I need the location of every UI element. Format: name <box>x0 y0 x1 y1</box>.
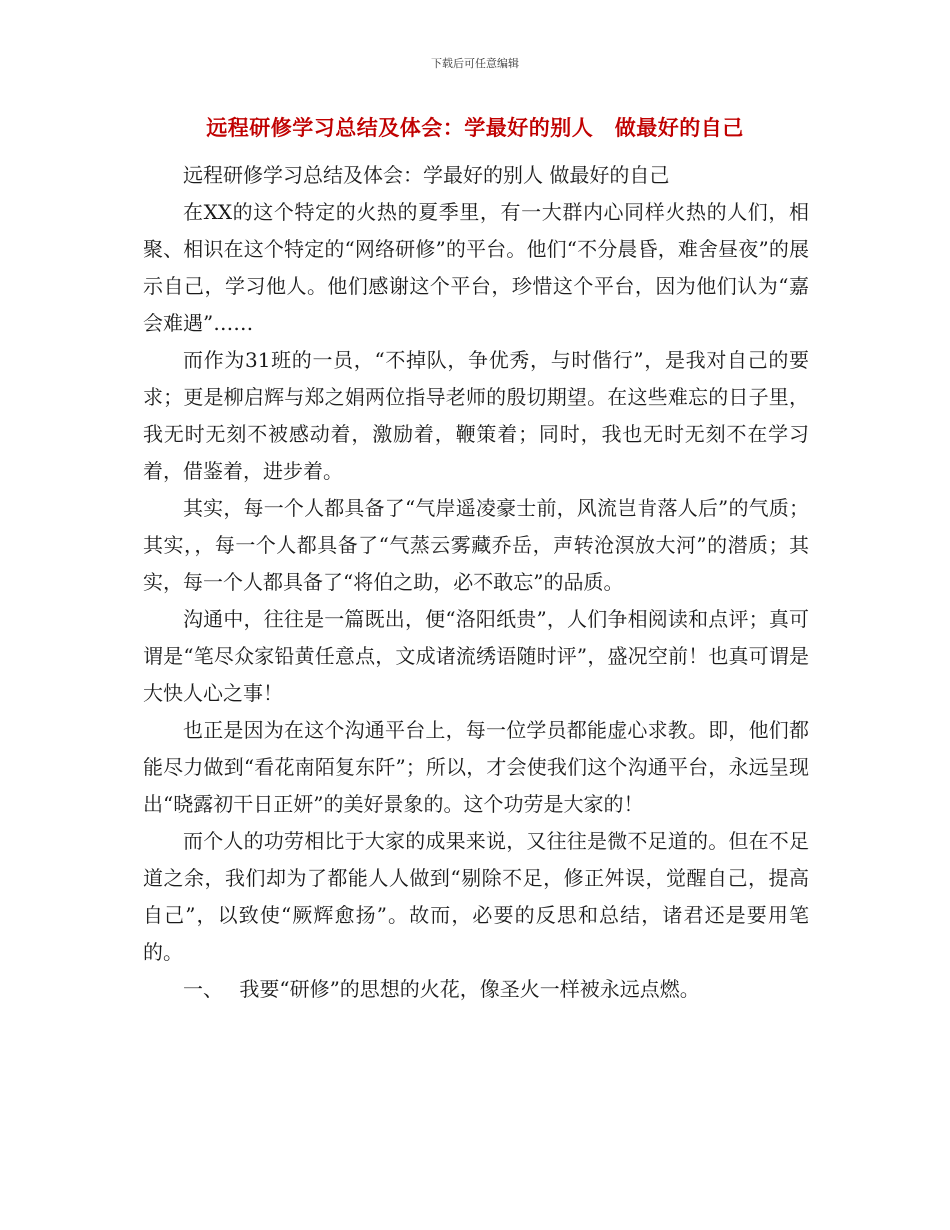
header-note: 下载后可任意编辑 <box>431 57 519 70</box>
paragraph: 而个人的功劳相比于大家的成果来说，又往往是微不足道的。但在不足道之余，我们却为了都能人人做到“剔除不足，修正舛误，觉醒自己，提高自己”，以致使“厥辉愈扬”。故而，必要的反思和总结，诸君还是要用笔的。 <box>143 829 809 964</box>
paragraph: 也正是因为在这个沟通平台上，每一位学员都能虚心求教。即，他们都能尽力做到“看花南陌复东阡”；所以，才会使我们这个沟通平台，永远呈现出“晓露初干日正妍”的美好景象的。这个功劳是大家的！ <box>143 718 809 816</box>
paragraph: 沟通中，往往是一篇既出，便“洛阳纸贵”，人们争相阅读和点评；真可谓是“笔尽众家铅黄任意点，文成诸流绣语随时评”，盛况空前！也真可谓是大快人心之事！ <box>143 607 809 705</box>
paragraph: 而作为31班的一员，“不掉队，争优秀，与时偕行”，是我对自己的要求；更是柳启辉与郑之娟两位指导老师的殷切期望。在这些难忘的日子里，我无时无刻不被感动着，激励着，鞭策着；同时，我也无时无刻不在学习着，借鉴着，进步着。 <box>143 348 809 483</box>
document-title: 远程研修学习总结及体会：学最好的别人 做最好的自己 <box>206 115 744 140</box>
paragraph: 在XX的这个特定的火热的夏季里，有一大群内心同样火热的人们，相聚、相识在这个特定的“网络研修”的平台。他们“不分晨昏，难舍昼夜”的展示自己，学习他人。他们感谢这个平台，珍惜这个平台，因为他们认为“嘉会难遇”…… <box>143 200 809 335</box>
paragraph: 远程研修学习总结及体会：学最好的别人 做最好的自己 <box>183 163 670 187</box>
paragraph: 其实，每一个人都具备了“气岸遥凌豪士前，风流岂肯落人后”的气质；其实，，每一个人都具备了“气蒸云雾藏乔岳，声转沧溟放大河”的潜质；其实，每一个人都具备了“将伯之助，必不敢忘”的品质。 <box>143 496 809 594</box>
document-body <box>143 157 809 1008</box>
list-item: 一、 我要“研修”的思想的火花，像圣火一样被永远点燃。 <box>183 977 700 1001</box>
